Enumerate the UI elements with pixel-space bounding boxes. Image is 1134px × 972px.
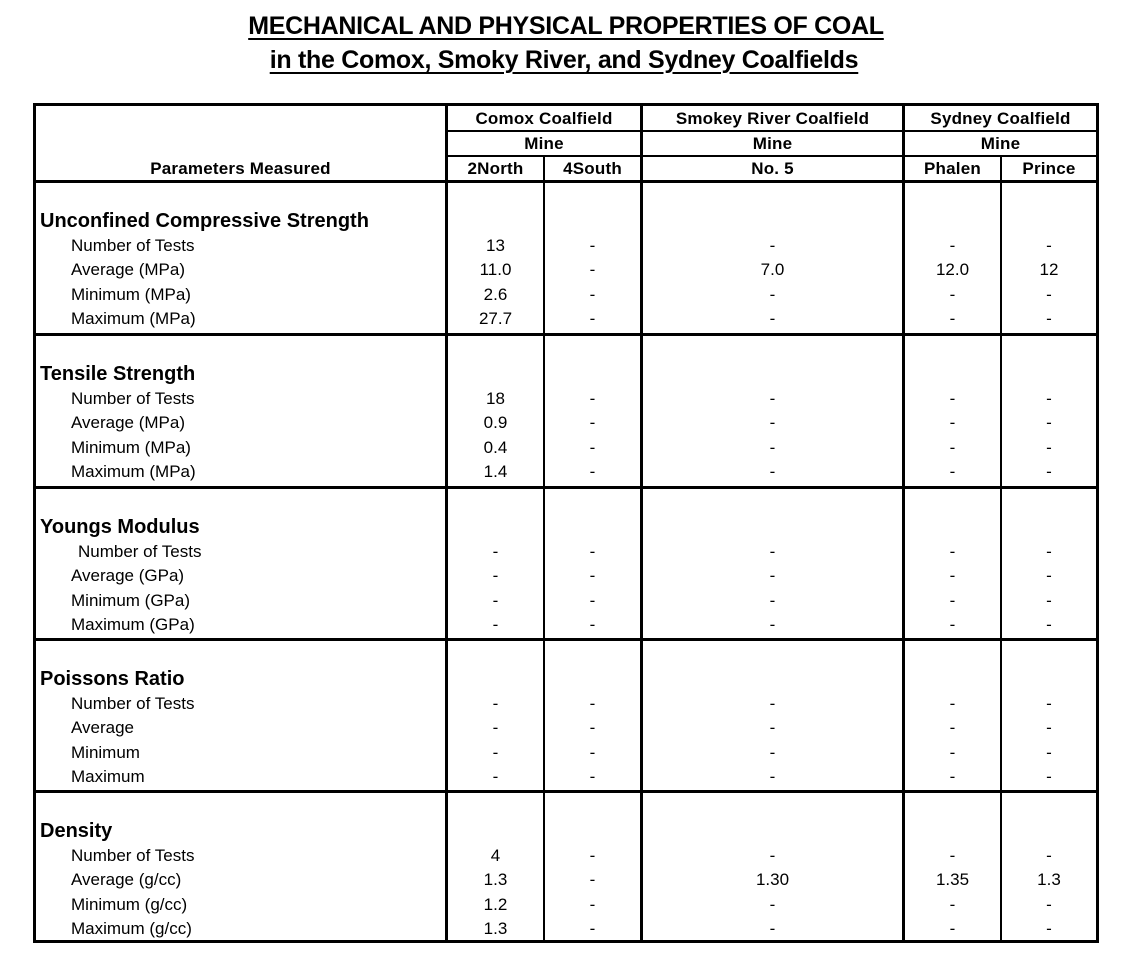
row-label: Minimum (MPa) bbox=[71, 284, 191, 304]
table-cell: - bbox=[1046, 694, 1052, 713]
table-cell: 11.0 bbox=[479, 260, 512, 280]
table-cell: - bbox=[1046, 590, 1052, 610]
table-cell: - bbox=[1046, 542, 1052, 561]
column-divider bbox=[445, 106, 448, 940]
table-cell: 1.35 bbox=[935, 870, 970, 890]
row-label: Average (MPa) bbox=[71, 413, 186, 433]
table-cell: - bbox=[492, 694, 499, 713]
table-cell: - bbox=[1046, 236, 1052, 255]
table-cell: - bbox=[1046, 766, 1052, 786]
table-cell: - bbox=[949, 846, 956, 865]
table-cell: - bbox=[769, 590, 776, 610]
table-cell: 4 bbox=[490, 846, 501, 865]
table-cell: - bbox=[769, 846, 776, 865]
mine-header-phalen: Phalen bbox=[924, 159, 981, 178]
table-cell: - bbox=[1046, 718, 1052, 738]
table-cell: 27.7 bbox=[478, 308, 513, 328]
table-cell: - bbox=[589, 308, 596, 328]
row-label: Minimum (g/cc) bbox=[71, 894, 188, 914]
section-divider bbox=[36, 638, 1096, 641]
table-cell: 1.3 bbox=[483, 870, 508, 890]
table-cell: - bbox=[769, 461, 776, 481]
mine-label-comox: Mine bbox=[524, 134, 564, 153]
table-cell: 1.3 bbox=[1037, 870, 1061, 890]
table-cell: - bbox=[1046, 461, 1052, 481]
table-cell: - bbox=[769, 542, 776, 561]
table-cell: - bbox=[769, 918, 776, 938]
table-cell: - bbox=[589, 614, 596, 634]
column-divider bbox=[902, 106, 905, 940]
row-label: Number of Tests bbox=[71, 846, 195, 865]
row-label: Average (GPa) bbox=[71, 566, 185, 586]
row-label: Number of Tests bbox=[71, 694, 195, 713]
table-cell: - bbox=[1046, 614, 1052, 634]
table-cell: - bbox=[949, 389, 956, 408]
table-cell: - bbox=[769, 284, 776, 304]
table-cell: - bbox=[589, 461, 596, 481]
row-label: Number of Tests bbox=[71, 236, 195, 255]
table-cell: - bbox=[949, 694, 956, 713]
table-cell: - bbox=[492, 766, 499, 786]
table-cell: - bbox=[589, 542, 596, 561]
section-divider bbox=[36, 486, 1096, 489]
coalfield-header-comox: Comox Coalfield bbox=[475, 109, 613, 128]
table-cell: - bbox=[769, 389, 776, 408]
table-cell: - bbox=[769, 894, 776, 914]
row-label: Maximum (g/cc) bbox=[71, 918, 192, 938]
table-cell: - bbox=[769, 742, 776, 762]
section-title: Poissons Ratio bbox=[40, 668, 185, 690]
table-cell: 0.9 bbox=[483, 413, 508, 433]
table-cell: 18 bbox=[486, 389, 505, 408]
table-cell: 12.0 bbox=[935, 260, 970, 280]
table-cell: - bbox=[769, 308, 776, 328]
table-cell: - bbox=[589, 742, 596, 762]
table-cell: - bbox=[589, 694, 596, 713]
row-label: Minimum bbox=[71, 742, 140, 762]
table-cell: - bbox=[949, 742, 956, 762]
row-label: Minimum (GPa) bbox=[71, 590, 191, 610]
row-label: Maximum (GPa) bbox=[71, 614, 195, 634]
row-label: Average bbox=[71, 718, 135, 738]
mine-label-smokey-river: Mine bbox=[752, 134, 793, 153]
table-cell: - bbox=[1046, 308, 1052, 328]
table-cell: - bbox=[589, 894, 596, 914]
table-cell: 7.0 bbox=[760, 260, 785, 280]
mine-header-no5: No. 5 bbox=[751, 159, 794, 178]
table-cell: - bbox=[589, 566, 596, 586]
table-cell: - bbox=[769, 694, 776, 713]
table-cell: - bbox=[589, 389, 596, 408]
column-divider bbox=[640, 106, 643, 940]
table-cell: - bbox=[1046, 566, 1052, 586]
table-cell: - bbox=[769, 236, 776, 255]
table-cell: - bbox=[589, 846, 596, 865]
table-cell: - bbox=[769, 718, 776, 738]
table-cell: - bbox=[1046, 437, 1052, 457]
table-cell: - bbox=[492, 542, 499, 561]
table-cell: 0.4 bbox=[483, 437, 508, 457]
row-label: Minimum (MPa) bbox=[71, 437, 191, 457]
table-cell: - bbox=[589, 260, 596, 280]
table-cell: - bbox=[1046, 413, 1052, 433]
table-cell: 1.2 bbox=[483, 894, 508, 914]
section-divider bbox=[36, 333, 1096, 336]
properties-table bbox=[33, 103, 1099, 943]
table-cell: - bbox=[589, 236, 596, 255]
table-cell: - bbox=[949, 284, 956, 304]
document-subtitle: in the Comox, Smoky River, and Sydney Coalfields bbox=[269, 46, 859, 74]
table-cell: - bbox=[589, 590, 596, 610]
table-cell: - bbox=[1046, 389, 1052, 408]
table-cell: 12 bbox=[1039, 260, 1059, 280]
row-label: Average (g/cc) bbox=[71, 870, 182, 890]
table-cell: - bbox=[1046, 742, 1052, 762]
table-cell: - bbox=[492, 566, 499, 586]
table-cell: - bbox=[949, 718, 956, 738]
table-cell: - bbox=[589, 413, 596, 433]
table-cell: - bbox=[949, 894, 956, 914]
row-label: Average (MPa) bbox=[71, 260, 186, 280]
table-cell: - bbox=[1046, 846, 1052, 865]
table-cell: - bbox=[769, 766, 776, 786]
coalfield-header-sydney: Sydney Coalfield bbox=[930, 109, 1071, 128]
table-cell: - bbox=[589, 284, 596, 304]
table-cell: - bbox=[589, 766, 596, 786]
table-cell: 2.6 bbox=[483, 284, 508, 304]
table-cell: - bbox=[949, 413, 956, 433]
table-cell: - bbox=[589, 918, 596, 938]
mine-header-2north: 2North bbox=[467, 159, 524, 178]
section-title: Density bbox=[40, 820, 113, 842]
table-cell: - bbox=[949, 918, 956, 938]
table-cell: - bbox=[949, 766, 956, 786]
table-cell: - bbox=[1046, 894, 1052, 914]
table-cell: - bbox=[1046, 284, 1052, 304]
table-cell: 1.4 bbox=[483, 461, 508, 481]
section-title: Unconfined Compressive Strength bbox=[40, 210, 369, 232]
table-cell: 1.3 bbox=[483, 918, 508, 938]
table-cell: - bbox=[492, 742, 499, 762]
coalfield-header-smokey-river: Smokey River Coalfield bbox=[675, 109, 870, 128]
table-cell: - bbox=[949, 590, 956, 610]
table-cell: - bbox=[949, 437, 956, 457]
table-cell: - bbox=[769, 614, 776, 634]
mine-header-prince: Prince bbox=[1022, 159, 1076, 178]
table-cell: - bbox=[949, 566, 956, 586]
table-cell: - bbox=[949, 461, 956, 481]
row-label: Maximum bbox=[71, 766, 145, 786]
table-cell: - bbox=[769, 566, 776, 586]
table-cell: - bbox=[589, 437, 596, 457]
table-cell: - bbox=[769, 437, 776, 457]
table-cell: - bbox=[492, 718, 499, 738]
table-cell: - bbox=[1046, 918, 1052, 938]
table-cell: - bbox=[492, 614, 499, 634]
row-label: Maximum (MPa) bbox=[71, 308, 196, 328]
mine-label-sydney: Mine bbox=[980, 134, 1021, 153]
table-cell: - bbox=[949, 614, 956, 634]
table-cell: - bbox=[492, 590, 499, 610]
section-title: Tensile Strength bbox=[40, 363, 196, 385]
table-cell: 1.30 bbox=[755, 870, 790, 890]
mine-header-4south: 4South bbox=[563, 159, 622, 178]
parameters-header: Parameters Measured bbox=[150, 159, 331, 178]
table-cell: - bbox=[949, 542, 956, 561]
table-cell: - bbox=[949, 236, 956, 255]
table-cell: - bbox=[949, 308, 956, 328]
document-title: MECHANICAL AND PHYSICAL PROPERTIES OF COAL bbox=[248, 12, 884, 40]
table-cell: - bbox=[589, 718, 596, 738]
table-cell: 13 bbox=[486, 236, 505, 255]
table-cell: - bbox=[589, 870, 596, 890]
section-divider bbox=[36, 790, 1096, 793]
row-label: Number of Tests bbox=[78, 542, 202, 561]
section-title: Youngs Modulus bbox=[40, 516, 200, 538]
row-label: Number of Tests bbox=[71, 389, 195, 408]
row-label: Maximum (MPa) bbox=[71, 461, 196, 481]
table-cell: - bbox=[769, 413, 776, 433]
